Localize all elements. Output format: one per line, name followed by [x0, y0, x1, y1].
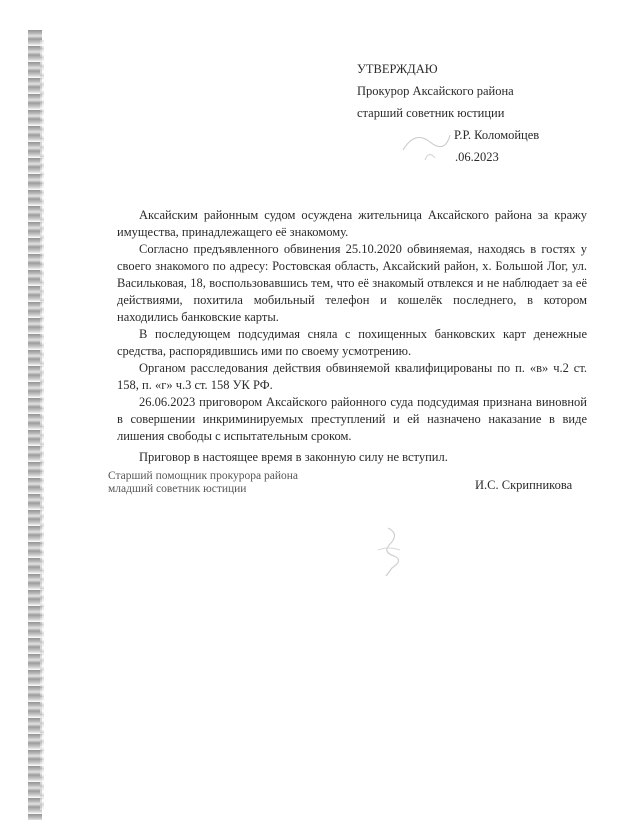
handwritten-signature [360, 520, 420, 580]
approval-heading: УТВЕРЖДАЮ [357, 62, 438, 76]
approval-rank: старший советник юстиции [357, 106, 505, 120]
scan-edge-artifact-secondary [40, 40, 44, 810]
signature-rank: младший советник юстиции [108, 483, 247, 495]
body-paragraph: 26.06.2023 приговором Аксайского районного суда подсудимая признана виновной в совершении инкриминируемых преступлений и ей назначено наказание в виде лишения свободы с испытательным сроком. [117, 395, 587, 443]
approval-position: Прокурор Аксайского района [357, 84, 514, 98]
body-paragraph: Аксайским районным судом осуждена жительница Аксайского района за кражу имущества, принадлежащего её знакомому. [117, 208, 587, 239]
signature-block [108, 470, 368, 496]
signature-name: И.С. Скрипникова [475, 478, 573, 492]
body-paragraph: В последующем подсудимая сняла с похищенных банковских карт денежные средства, распорядившись ими по своему усмотрению. [117, 327, 587, 358]
body-paragraph: Согласно предъявленного обвинения 25.10.2020 обвиняемая, находясь в гостях у своего знакомого по адресу: Ростовская область, Аксайский район, х. Большой Лог, ул. Васильковая, 18, воспользовавшись тем, что её знакомый отвлекся и не наблюдает за её действиями, похитила мобильный телефон и кошелёк последнего, в котором находились банковские карты. [117, 242, 587, 324]
approval-date: .06.2023 [455, 150, 499, 164]
approval-signature-mark [395, 120, 455, 175]
body-paragraph: Органом расследования действия обвиняемой квалифицированы по п. «в» ч.2 ст. 158, п. «г» ч.3 ст. 158 УК РФ. [117, 361, 587, 392]
document-body [117, 207, 587, 466]
signature-position: Старший помощник прокурора района [108, 470, 298, 482]
body-paragraph: Приговор в настоящее время в законную силу не вступил. [139, 450, 448, 464]
approval-signer: Р.Р. Коломойцев [454, 128, 540, 142]
